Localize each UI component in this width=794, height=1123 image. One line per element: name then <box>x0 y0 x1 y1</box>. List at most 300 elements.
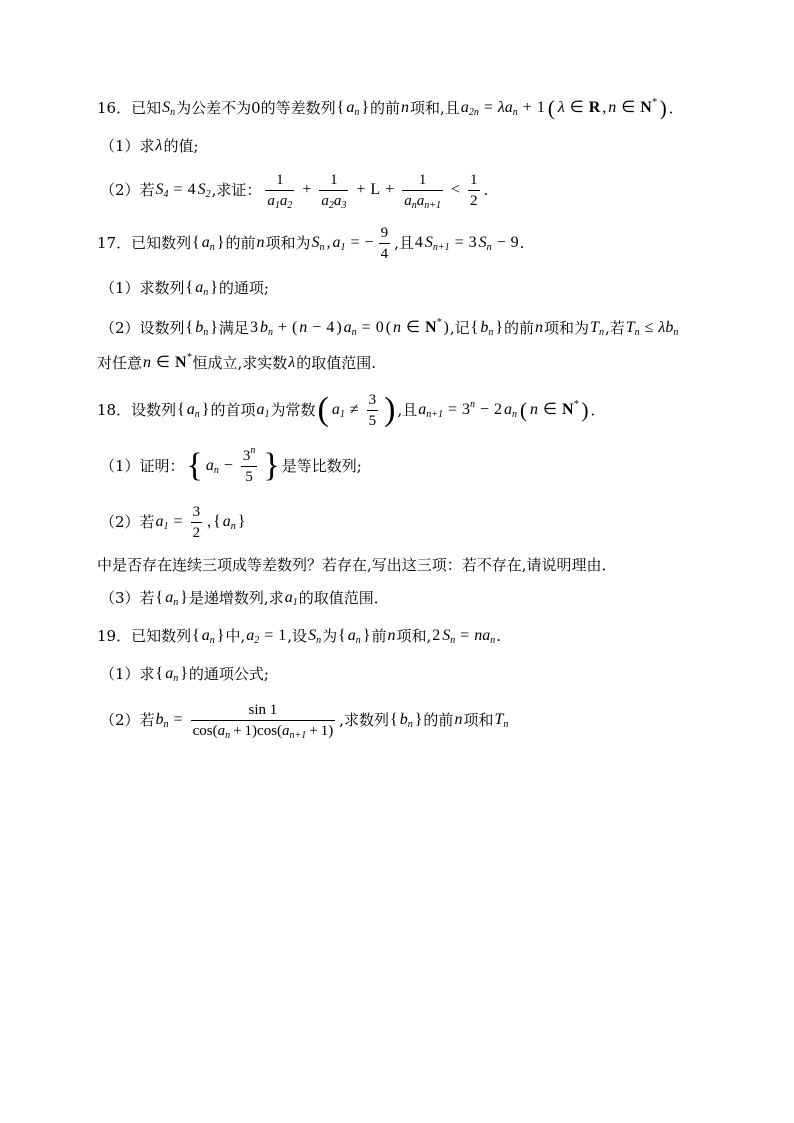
subscript: n <box>450 635 456 647</box>
subscript: n <box>173 597 179 609</box>
token-value: a <box>416 192 425 209</box>
token-value: n <box>393 319 402 337</box>
text-segment <box>504 319 534 337</box>
token-value: n <box>608 99 617 117</box>
subscript: 1 <box>274 199 280 211</box>
math-symbol <box>376 318 384 337</box>
token-value: 3 <box>462 401 470 419</box>
subscript: n <box>209 242 215 254</box>
math-variable <box>195 278 208 297</box>
text-segment <box>210 401 255 419</box>
math-operator <box>406 318 420 337</box>
token-value: 18．设数列 <box>97 401 177 419</box>
math-variable <box>282 722 306 740</box>
token-value: 1 <box>536 99 545 117</box>
math-operator <box>156 353 170 372</box>
math-symbol <box>193 722 213 740</box>
math-variable <box>504 400 517 419</box>
token-value: 的取值范围. <box>296 354 377 372</box>
fraction-numerator <box>241 444 258 467</box>
token-value: { <box>155 665 164 683</box>
token-value: n <box>401 99 410 117</box>
math-symbol <box>250 318 258 337</box>
math-variable <box>246 626 259 645</box>
subscript: 1 <box>339 409 345 421</box>
token-value: ∈ <box>406 319 420 337</box>
token-value: a <box>165 665 174 683</box>
token-value: . <box>483 181 489 199</box>
text-segment <box>265 234 310 252</box>
token-value: ( <box>317 391 329 428</box>
token-value: 对任意 <box>97 354 143 372</box>
math-symbol <box>471 318 479 337</box>
math-operator <box>645 318 654 337</box>
subscript: n <box>411 199 417 211</box>
token-value: ) <box>336 319 342 337</box>
token-value: + <box>277 319 287 337</box>
token-value: λ <box>288 354 296 372</box>
math-symbol <box>326 318 334 337</box>
math-variable <box>400 710 413 729</box>
math-symbol <box>386 318 391 337</box>
token-value: b <box>195 319 204 337</box>
token-value: } <box>216 627 225 645</box>
token-value: ≠ <box>349 401 359 419</box>
math-operator <box>480 400 489 419</box>
text-segment <box>100 513 155 531</box>
fraction-numerator <box>319 171 348 191</box>
token-value: 的前 <box>504 319 535 337</box>
text-segment <box>100 279 185 297</box>
text-segment <box>219 279 269 297</box>
token-value: 3 <box>468 234 477 252</box>
math-symbol <box>381 224 389 242</box>
math-set-symbol <box>175 353 192 372</box>
subscript: n+1 <box>289 729 307 741</box>
fraction <box>241 444 258 486</box>
subscript: n <box>319 242 325 254</box>
token-value: ≤ <box>644 319 654 337</box>
math-symbol <box>192 626 200 645</box>
math-variable <box>260 318 273 337</box>
math-symbol <box>180 664 188 683</box>
token-value: 2 <box>192 524 201 541</box>
token-value: 4 <box>187 181 196 199</box>
math-operator <box>451 180 460 199</box>
token-value: cos <box>257 722 278 739</box>
math-symbol <box>370 180 380 199</box>
token-value: 19．已知数列 <box>97 627 192 645</box>
delimiter <box>581 397 589 422</box>
token-value: 4 <box>326 319 335 337</box>
token-value: λa <box>497 99 513 117</box>
token-value: b <box>399 711 408 729</box>
subscript: n+1 <box>432 242 450 254</box>
math-operator <box>448 400 457 419</box>
fraction-denominator <box>265 191 294 210</box>
token-value: n <box>454 711 463 729</box>
text-segment <box>212 181 262 199</box>
token-value: 4 <box>414 234 423 252</box>
math-symbol <box>238 512 246 531</box>
token-value: 为公差不为0的等差数列 <box>176 99 336 117</box>
token-value: } <box>361 99 370 117</box>
math-symbol <box>363 626 371 645</box>
token-value: 1 <box>418 171 427 188</box>
token-value: ) <box>581 397 589 422</box>
token-value: ∈ <box>621 99 636 117</box>
token-value: + <box>356 181 366 199</box>
fraction-numerator <box>265 171 294 191</box>
subscript: n <box>225 729 231 741</box>
math-variable <box>288 353 295 372</box>
text-segment <box>423 711 453 729</box>
text-segment <box>97 556 617 574</box>
math-variable <box>346 98 359 117</box>
token-value: = <box>350 234 360 252</box>
math-operator <box>174 710 183 729</box>
token-value: } <box>414 711 423 729</box>
token-value: a <box>347 627 356 645</box>
token-value: a <box>195 279 204 297</box>
math-operator <box>351 233 360 252</box>
math-symbol <box>415 233 423 252</box>
token-value: n <box>143 354 152 372</box>
math-symbol <box>192 233 200 252</box>
math-variable <box>348 626 361 645</box>
token-value: （1）求数列 <box>100 279 185 297</box>
subscript: n <box>490 635 496 647</box>
text-segment <box>484 181 489 199</box>
token-value: ,且 <box>397 401 418 419</box>
subscript: 1 <box>264 409 270 421</box>
token-value: 项和 <box>463 711 494 729</box>
math-variable <box>590 318 604 337</box>
token-value: 0 <box>375 319 384 337</box>
token-value: cos <box>192 722 213 739</box>
subscript: n <box>503 719 509 731</box>
math-operator <box>570 98 584 117</box>
math-symbol <box>292 318 297 337</box>
token-value: + <box>522 99 532 117</box>
token-value: 3 <box>249 319 258 337</box>
math-operator <box>543 400 557 419</box>
token-value: a <box>343 319 352 337</box>
token-value: } <box>180 665 188 683</box>
subscript: 2 <box>328 199 334 211</box>
delimiter <box>520 397 528 422</box>
math-variable <box>165 664 178 683</box>
token-value: 的前 <box>370 99 401 117</box>
text-segment <box>270 401 315 419</box>
token-value: { <box>390 711 398 729</box>
math-variable <box>156 710 169 729</box>
fraction <box>379 224 391 263</box>
text-segment <box>219 319 249 337</box>
fraction-numerator <box>191 701 336 721</box>
token-value: S <box>162 99 171 117</box>
math-variable <box>334 192 347 210</box>
token-value: n <box>530 401 539 419</box>
text-segment <box>299 589 389 607</box>
token-value: , <box>326 234 331 252</box>
token-value: 前 <box>371 627 387 645</box>
text-segment <box>100 711 155 729</box>
subscript: n <box>230 521 236 533</box>
fraction-numerator <box>191 503 203 523</box>
token-value: ) <box>443 319 449 337</box>
math-variable <box>280 192 293 210</box>
text-segment <box>669 99 684 117</box>
problem-17-part-1 <box>100 268 269 308</box>
math-symbol <box>444 318 449 337</box>
token-value: + <box>233 722 242 739</box>
token-value: b <box>480 319 489 337</box>
token-value: 16．已知 <box>97 99 162 117</box>
subscript: n <box>351 327 357 339</box>
token-value: 1 <box>244 722 253 739</box>
token-value: − <box>312 319 322 337</box>
token-value: S <box>308 627 317 645</box>
text-segment <box>100 457 185 475</box>
token-value: ) <box>252 722 258 739</box>
math-symbol <box>245 468 253 486</box>
subscript: n <box>203 327 209 339</box>
text-segment <box>189 665 269 683</box>
token-value: − <box>480 401 490 419</box>
math-symbol <box>193 503 201 521</box>
problem-18-stem <box>97 390 606 430</box>
token-value: } <box>180 589 188 607</box>
token-value: a <box>165 589 174 607</box>
token-value: a <box>333 192 342 209</box>
math-symbol <box>470 171 478 189</box>
token-value: 9 <box>510 234 519 252</box>
token-value: ( <box>277 722 283 739</box>
token-value: ． <box>668 99 684 117</box>
token-value: b <box>259 319 268 337</box>
token-value: ∈ <box>543 401 557 419</box>
text-segment <box>100 319 185 337</box>
math-symbol <box>361 98 369 117</box>
token-value: a <box>331 401 340 419</box>
text-segment <box>97 99 161 117</box>
text-segment <box>282 457 362 475</box>
math-variable <box>498 98 518 117</box>
math-symbol <box>381 245 389 263</box>
token-value: = <box>447 401 457 419</box>
token-value: 3 <box>192 503 201 520</box>
math-symbol <box>186 278 194 297</box>
token-value: n <box>299 319 308 337</box>
problem-18-part-1 <box>100 446 362 486</box>
math-variable <box>143 353 151 372</box>
token-value: + <box>302 181 312 199</box>
token-value: 的首项 <box>210 401 256 419</box>
math-symbol <box>432 626 440 645</box>
math-variable <box>333 233 346 252</box>
math-operator <box>233 722 241 740</box>
math-symbol <box>257 722 277 740</box>
token-value: a <box>246 627 255 645</box>
token-value: ∈ <box>156 354 170 372</box>
token-value: 1 <box>276 171 284 188</box>
math-symbol <box>210 278 218 297</box>
token-value: 1 <box>470 171 478 188</box>
math-symbol <box>537 98 545 117</box>
token-value: a <box>186 401 195 419</box>
subscript: n <box>634 327 640 339</box>
math-symbol <box>188 180 196 199</box>
token-value: a <box>282 722 290 739</box>
subscript: 2 <box>254 635 260 647</box>
subscript: 1 <box>340 242 346 254</box>
subscript: n <box>512 107 518 119</box>
token-value: 的前 <box>423 711 454 729</box>
subscript: 4 <box>163 189 169 201</box>
token-value: { <box>155 589 164 607</box>
problem-18-part-3 <box>100 578 389 618</box>
math-variable <box>608 98 616 117</box>
token-value: ) <box>384 391 396 428</box>
math-symbol <box>365 233 374 252</box>
subscript: n <box>486 242 492 254</box>
math-variable <box>401 98 409 117</box>
text-segment <box>322 627 337 645</box>
math-variable <box>474 626 495 645</box>
math-variable <box>256 400 269 419</box>
subscript: 2 <box>205 189 211 201</box>
text-segment <box>225 234 255 252</box>
token-value: a <box>504 401 513 419</box>
token-value: } <box>263 447 280 484</box>
text-segment <box>97 627 191 645</box>
math-symbol <box>511 233 519 252</box>
math-variable <box>206 456 219 475</box>
token-value: } <box>201 401 210 419</box>
token-value: 满足 <box>218 319 249 337</box>
text-segment <box>189 589 284 607</box>
problem-16-part-1 <box>100 126 199 166</box>
math-symbol <box>242 444 256 465</box>
subscript: n <box>316 635 322 647</box>
text-segment <box>100 665 155 683</box>
math-variable <box>658 318 678 337</box>
token-value: n <box>535 319 544 337</box>
fraction <box>468 171 480 210</box>
token-value: a <box>460 99 469 117</box>
token-value: a <box>256 401 265 419</box>
text-segment <box>520 234 525 252</box>
subscript: n <box>673 327 679 339</box>
text-segment <box>97 234 191 252</box>
math-symbol <box>330 171 338 189</box>
token-value: { <box>192 627 200 645</box>
token-value: } <box>210 319 218 337</box>
math-operator <box>455 233 464 252</box>
math-operator <box>312 318 321 337</box>
token-value: （2）若 <box>100 711 155 729</box>
math-variable <box>308 626 321 645</box>
token-value: 17．已知数列 <box>97 234 192 252</box>
token-value: a <box>205 457 214 475</box>
math-variable <box>418 400 443 419</box>
token-value: T <box>625 319 635 337</box>
math-operator <box>385 180 394 199</box>
token-value: 项和为 <box>265 234 311 252</box>
math-variable <box>198 180 211 199</box>
subscript: n <box>163 719 169 731</box>
math-operator <box>350 400 359 419</box>
token-value: − <box>223 457 233 475</box>
math-operator <box>302 180 311 199</box>
fraction-numerator <box>367 391 379 411</box>
math-variable <box>442 626 455 645</box>
math-variable <box>626 318 640 337</box>
token-value: 3 <box>368 391 377 408</box>
math-variable <box>218 722 231 740</box>
text-segment <box>163 137 198 155</box>
text-segment <box>397 401 417 419</box>
subscript: n <box>355 635 361 647</box>
token-value: − <box>496 234 506 252</box>
text-segment <box>176 99 336 117</box>
token-value: a <box>201 234 210 252</box>
token-value: 5 <box>368 412 377 429</box>
token-value: （2）设数列 <box>100 319 185 337</box>
token-value: a <box>201 627 210 645</box>
token-value: { <box>336 99 345 117</box>
math-variable <box>480 318 493 337</box>
math-operator <box>278 318 287 337</box>
subscript: n <box>354 107 360 119</box>
subscript: n <box>170 107 176 119</box>
large-delimiter <box>318 393 329 427</box>
fraction-denominator <box>367 411 379 430</box>
token-value: , <box>602 99 607 117</box>
token-value: ,求数列 <box>339 711 390 729</box>
token-value: } <box>210 279 218 297</box>
token-value: 中是否存在连续三项成等差数列？若存在,写出这三项：若不存在,请说明理由． <box>97 556 617 574</box>
problem-17-part-2 <box>100 308 679 348</box>
math-symbol <box>328 722 333 740</box>
token-value: a <box>279 192 288 209</box>
token-value: ) <box>328 722 334 739</box>
token-value: 1 <box>320 722 329 739</box>
math-set-symbol <box>425 318 442 337</box>
token-value: ,求证： <box>211 181 262 199</box>
token-value: λ <box>557 99 565 117</box>
superscript: * <box>436 317 442 329</box>
fraction-denominator <box>379 244 391 263</box>
token-value: { <box>186 447 203 484</box>
math-operator <box>264 626 273 645</box>
math-variable <box>530 400 538 419</box>
math-operator <box>224 456 233 475</box>
token-value: ( <box>520 397 528 422</box>
token-value: L <box>370 181 381 199</box>
token-value: 中, <box>225 627 246 645</box>
fraction <box>191 701 336 740</box>
subscript: n <box>512 409 518 421</box>
math-set-symbol <box>589 98 601 117</box>
math-variable <box>404 192 417 210</box>
token-value: = <box>173 181 183 199</box>
math-symbol <box>193 524 201 542</box>
subscript: n+1 <box>426 409 443 421</box>
token-value: 恒成立,求实数 <box>192 354 288 372</box>
token-value: 的通项公式; <box>188 665 269 683</box>
